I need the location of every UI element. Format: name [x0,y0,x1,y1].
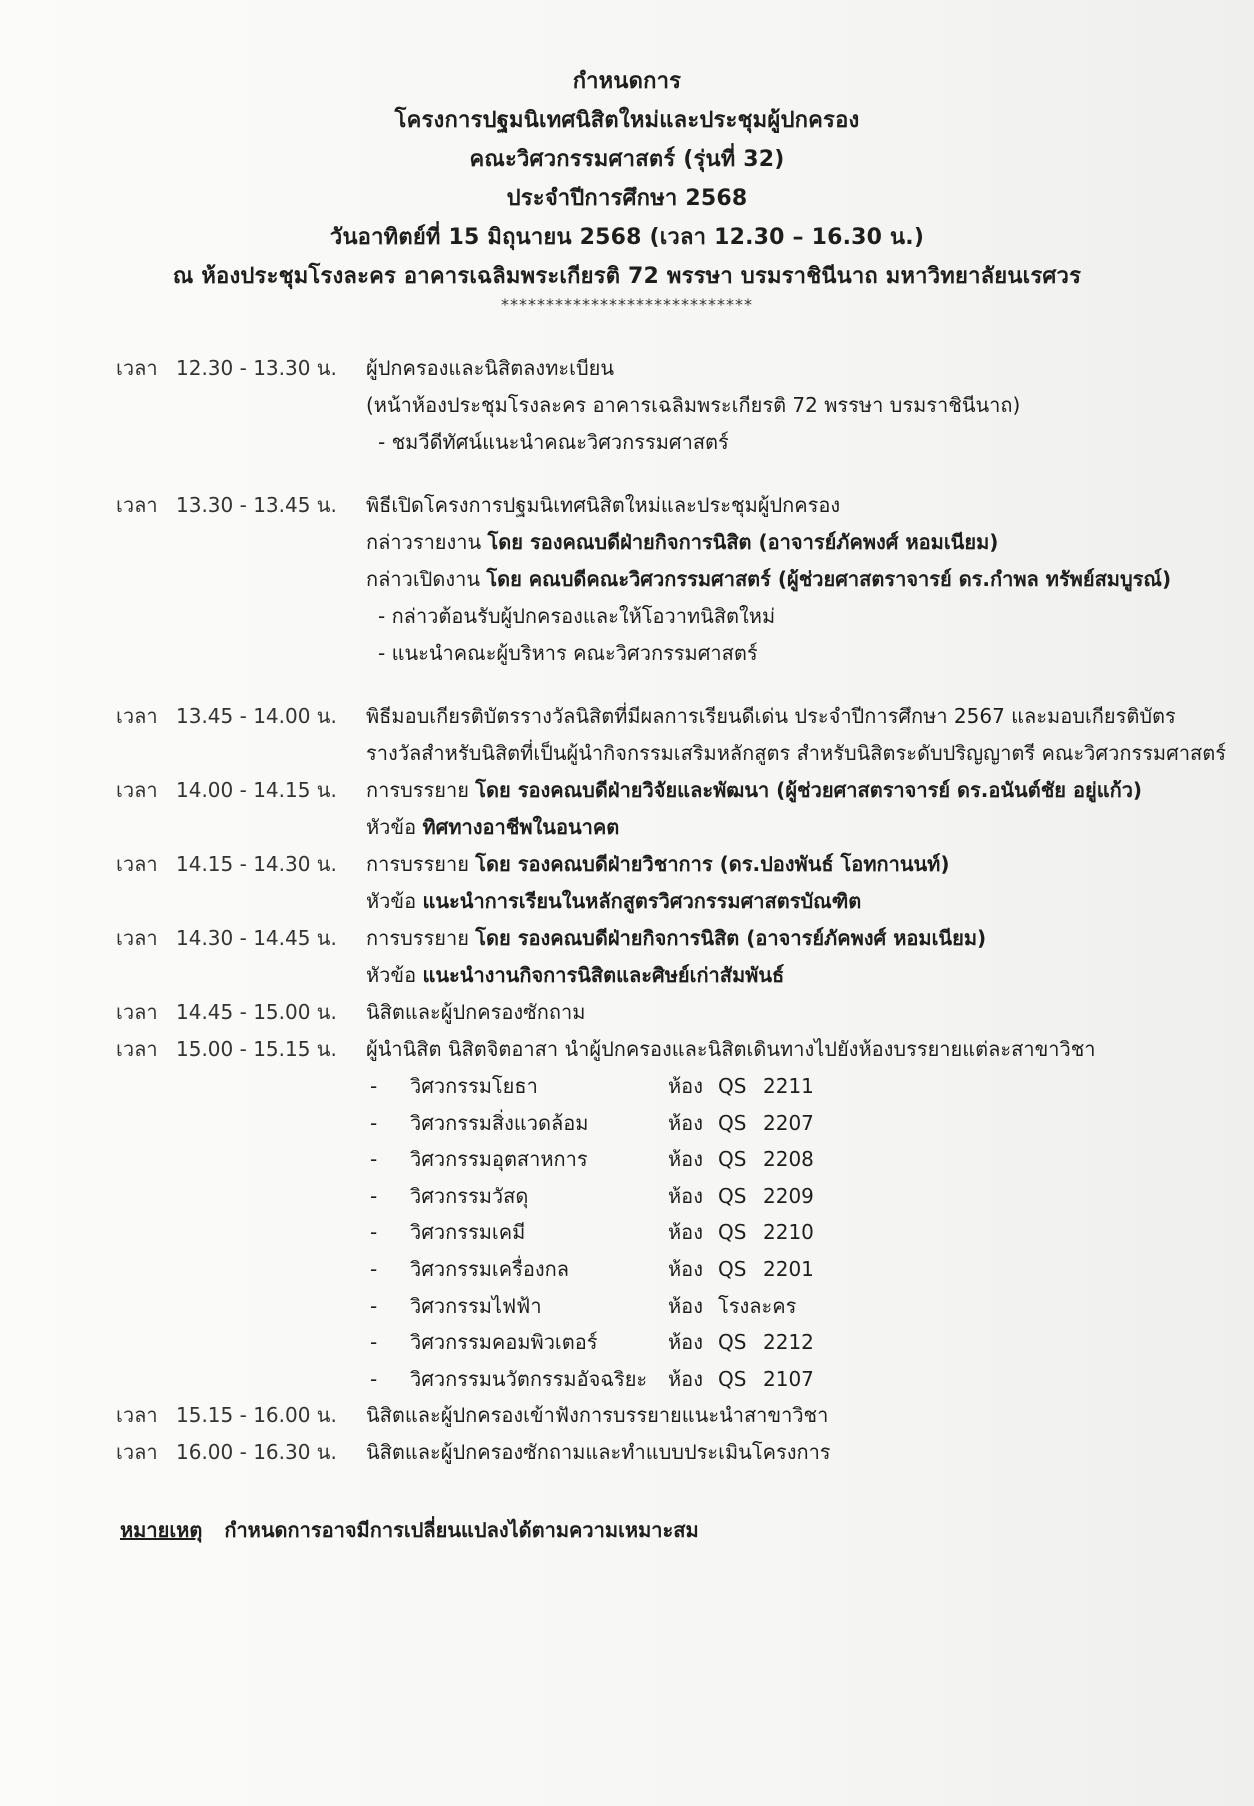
schedule-line: - ชมวีดีทัศน์แนะนำคณะวิศวกรรมศาสตร์ [378,430,729,454]
schedule-time [116,772,366,809]
schedule-description [366,1434,1226,1471]
room-word: ห้อง [668,1183,703,1208]
separator-stars: **************************** [501,295,753,314]
doc-title: กำหนดการ [572,69,682,94]
schedule-line [366,772,1226,809]
line-prefix: หัวข้อ [366,815,423,839]
schedule-line: ผู้นำนิสิต นิสิตจิตอาสา นำผู้ปกครองและนิสิตเดินทางไปยังห้องบรรยายแต่ละสาขาวิชา [366,1037,1096,1061]
line-bold-text: ทิศทางอาชีพในอนาคต [422,815,620,839]
document-header [0,62,1254,314]
list-dash: - [370,1147,378,1172]
time-label: เวลา [116,1403,158,1428]
schedule-line: นิสิตและผู้ปกครองซักถาม [366,1000,586,1024]
time-range: 12.30 - 13.30 น. [176,356,337,380]
room-number: 2212 [763,1330,814,1355]
time-range: 13.45 - 14.00 น. [176,704,337,728]
schedule-item [116,1031,1226,1397]
department-name: วิศวกรรมคอมพิวเตอร์ [410,1330,598,1355]
room-building: โรงละคร [718,1293,797,1318]
schedule-description [366,994,1226,1031]
schedule-item [116,772,1226,846]
schedule-line [366,920,1226,957]
event-date: วันอาทิตย์ที่ 15 มิถุนายน 2568 (เวลา 12.30 – 16.30 น.) [329,225,925,250]
list-dash: - [370,1074,378,1098]
line-bold-text: โดย รองคณบดีฝ่ายกิจการนิสิต (อาจารย์ภัคพงศ์ หอมเนียม) [475,926,987,950]
room-word: ห้อง [668,1147,703,1172]
room-word: ห้อง [668,1256,703,1281]
schedule-line [366,524,1226,561]
line-prefix: การบรรยาย [366,852,476,876]
schedule-line [366,846,1226,883]
room-building: QS [718,1183,747,1208]
schedule-item [116,846,1226,920]
room-number: 2210 [763,1220,814,1245]
schedule-line [366,883,1226,920]
department-name: วิศวกรรมนวัตกรรมอัจฉริยะ [410,1366,648,1391]
line-bold-text: แนะนำการเรียนในหลักสูตรวิศวกรรมศาสตรบัณฑิต [422,889,862,913]
time-range: 13.30 - 13.45 น. [176,493,337,517]
schedule-description [366,920,1226,994]
room-number: 2209 [763,1183,814,1208]
department-room-item [366,1288,1226,1325]
schedule-line: (หน้าห้องประชุมโรงละคร อาคารเฉลิมพระเกียรติ 72 พรรษา บรมราชินีนาถ) [366,393,1021,417]
schedule-time [116,1031,366,1068]
schedule-time [116,920,366,957]
department-room-item [366,1178,1226,1215]
schedule-description [366,487,1226,672]
room-building: QS [718,1220,747,1245]
time-label: เวลา [116,1440,158,1465]
line-prefix: การบรรยาย [366,778,476,802]
room-word: ห้อง [668,1330,703,1355]
line-bold-text: แนะนำงานกิจการนิสิตและศิษย์เก่าสัมพันธ์ [422,963,785,987]
room-number: 2211 [763,1074,814,1098]
line-bold-text: โดย รองคณบดีฝ่ายกิจการนิสิต (อาจารย์ภัคพงศ์ หอมเนียม) [487,530,999,554]
department-room-item [366,1214,1226,1251]
note-label: หมายเหตุ [120,1518,203,1542]
schedule-line [366,957,1226,994]
schedule-description [366,846,1226,920]
schedule-line: รางวัลสำหรับนิสิตที่เป็นผู้นำกิจกรรมเสริมหลักสูตร สำหรับนิสิตระดับปริญญาตรี คณะวิศวกรรมศาสตร์ [366,741,1226,765]
room-word: ห้อง [668,1220,703,1245]
footnote [120,1514,699,1546]
department-name: วิศวกรรมสิ่งแวดล้อม [410,1110,589,1135]
schedule-time [116,698,366,735]
room-number: 2208 [763,1147,814,1172]
department-room-item [366,1105,1226,1142]
note-text: กำหนดการอาจมีการเปลี่ยนแปลงได้ตามความเหมาะสม [224,1518,699,1542]
spacer [116,461,1226,487]
time-range: 14.15 - 14.30 น. [176,852,337,876]
schedule-time [116,350,366,387]
department-room-item [366,1141,1226,1178]
schedule-line: พิธีเปิดโครงการปฐมนิเทศนิสิตใหม่และประชุมผู้ปกครอง [366,493,841,517]
schedule-line: ผู้ปกครองและนิสิตลงทะเบียน [366,356,615,380]
schedule-line: นิสิตและผู้ปกครองเข้าฟังการบรรยายแนะนำสาขาวิชา [366,1403,829,1428]
time-label: เวลา [116,1037,158,1061]
schedule-item [116,487,1226,672]
schedule-line: - แนะนำคณะผู้บริหาร คณะวิศวกรรมศาสตร์ [378,641,758,665]
time-label: เวลา [116,704,158,728]
list-dash: - [370,1183,378,1208]
list-dash: - [370,1293,378,1318]
line-prefix: กล่าวรายงาน [366,530,488,554]
project-name: โครงการปฐมนิเทศนิสิตใหม่และประชุมผู้ปกครอง [394,108,860,133]
room-building: QS [718,1256,747,1281]
schedule-time [116,487,366,524]
line-prefix: การบรรยาย [366,926,476,950]
schedule-description [366,698,1226,772]
schedule-line: นิสิตและผู้ปกครองซักถามและทำแบบประเมินโครงการ [366,1440,831,1465]
list-dash: - [370,1110,378,1135]
time-label: เวลา [116,926,158,950]
room-building: QS [718,1366,747,1391]
department-name: วิศวกรรมโยธา [410,1074,538,1098]
schedule-item [116,698,1226,772]
time-label: เวลา [116,356,158,380]
department-room-item [366,1361,1226,1398]
time-range: 16.00 - 16.30 น. [176,1440,337,1465]
room-building: QS [718,1074,747,1098]
time-label: เวลา [116,778,158,802]
department-room-item [366,1251,1226,1288]
department-room-item [366,1324,1226,1361]
schedule-line [366,809,1226,846]
spacer [116,672,1226,698]
room-number: 2107 [763,1366,814,1391]
schedule-description [366,350,1226,461]
schedule-line: พิธีมอบเกียรติบัตรรางวัลนิสิตที่มีผลการเรียนดีเด่น ประจำปีการศึกษา 2567 และมอบเกียรติบัตร [366,704,1176,728]
line-bold-text: โดย รองคณบดีฝ่ายวิชาการ (ดร.ปองพันธ์ โอทกานนท์) [475,852,950,876]
room-word: ห้อง [668,1293,703,1318]
schedule-time [116,1434,366,1471]
schedule-item [116,994,1226,1031]
line-prefix: กล่าวเปิดงาน [366,567,487,591]
schedule-line [366,561,1226,598]
room-building: QS [718,1147,747,1172]
faculty-name: คณะวิศวกรรมศาสตร์ (รุ่นที่ 32) [469,147,785,172]
department-name: วิศวกรรมวัสดุ [410,1183,529,1208]
time-label: เวลา [116,852,158,876]
line-bold-text: โดย คณบดีคณะวิศวกรรมศาสตร์ (ผู้ช่วยศาสตราจารย์ ดร.กำพล ทรัพย์สมบูรณ์) [486,567,1172,591]
time-label: เวลา [116,1000,158,1024]
room-building: QS [718,1330,747,1355]
schedule-description [366,1031,1226,1397]
list-dash: - [370,1366,378,1391]
schedule-description [366,772,1226,846]
schedule-item [116,350,1226,461]
room-word: ห้อง [668,1110,703,1135]
academic-year: ประจำปีการศึกษา 2568 [506,186,748,211]
room-word: ห้อง [668,1366,703,1391]
time-range: 14.30 - 14.45 น. [176,926,337,950]
time-range: 15.15 - 16.00 น. [176,1403,337,1428]
line-prefix: หัวข้อ [366,889,423,913]
department-name: วิศวกรรมไฟฟ้า [410,1293,542,1318]
schedule-list [116,350,1226,1471]
list-dash: - [370,1220,378,1245]
room-building: QS [718,1110,747,1135]
time-range: 14.00 - 14.15 น. [176,778,337,802]
room-number: 2207 [763,1110,814,1135]
schedule-line: - กล่าวต้อนรับผู้ปกครองและให้โอวาทนิสิตใหม่ [378,604,776,628]
room-number: 2201 [763,1256,814,1281]
schedule-item [116,1434,1226,1471]
schedule-time [116,994,366,1031]
department-name: วิศวกรรมเคมี [410,1220,526,1245]
time-range: 14.45 - 15.00 น. [176,1000,337,1024]
list-dash: - [370,1256,378,1281]
line-bold-text: โดย รองคณบดีฝ่ายวิจัยและพัฒนา (ผู้ช่วยศาสตราจารย์ ดร.อนันต์ชัย อยู่แก้ว) [475,778,1143,802]
schedule-time [116,1397,366,1434]
schedule-time [116,846,366,883]
department-name: วิศวกรรมเครื่องกล [410,1256,570,1281]
schedule-description [366,1397,1226,1434]
line-prefix: หัวข้อ [366,963,423,987]
department-room-item [366,1068,1226,1105]
time-range: 15.00 - 15.15 น. [176,1037,337,1061]
schedule-item [116,1397,1226,1434]
time-label: เวลา [116,493,158,517]
event-venue: ณ ห้องประชุมโรงละคร อาคารเฉลิมพระเกียรติ 72 พรรษา บรมราชินีนาถ มหาวิทยาลัยนเรศวร [172,264,1082,289]
room-word: ห้อง [668,1074,703,1098]
department-name: วิศวกรรมอุตสาหการ [410,1147,588,1172]
list-dash: - [370,1330,378,1355]
schedule-item [116,920,1226,994]
